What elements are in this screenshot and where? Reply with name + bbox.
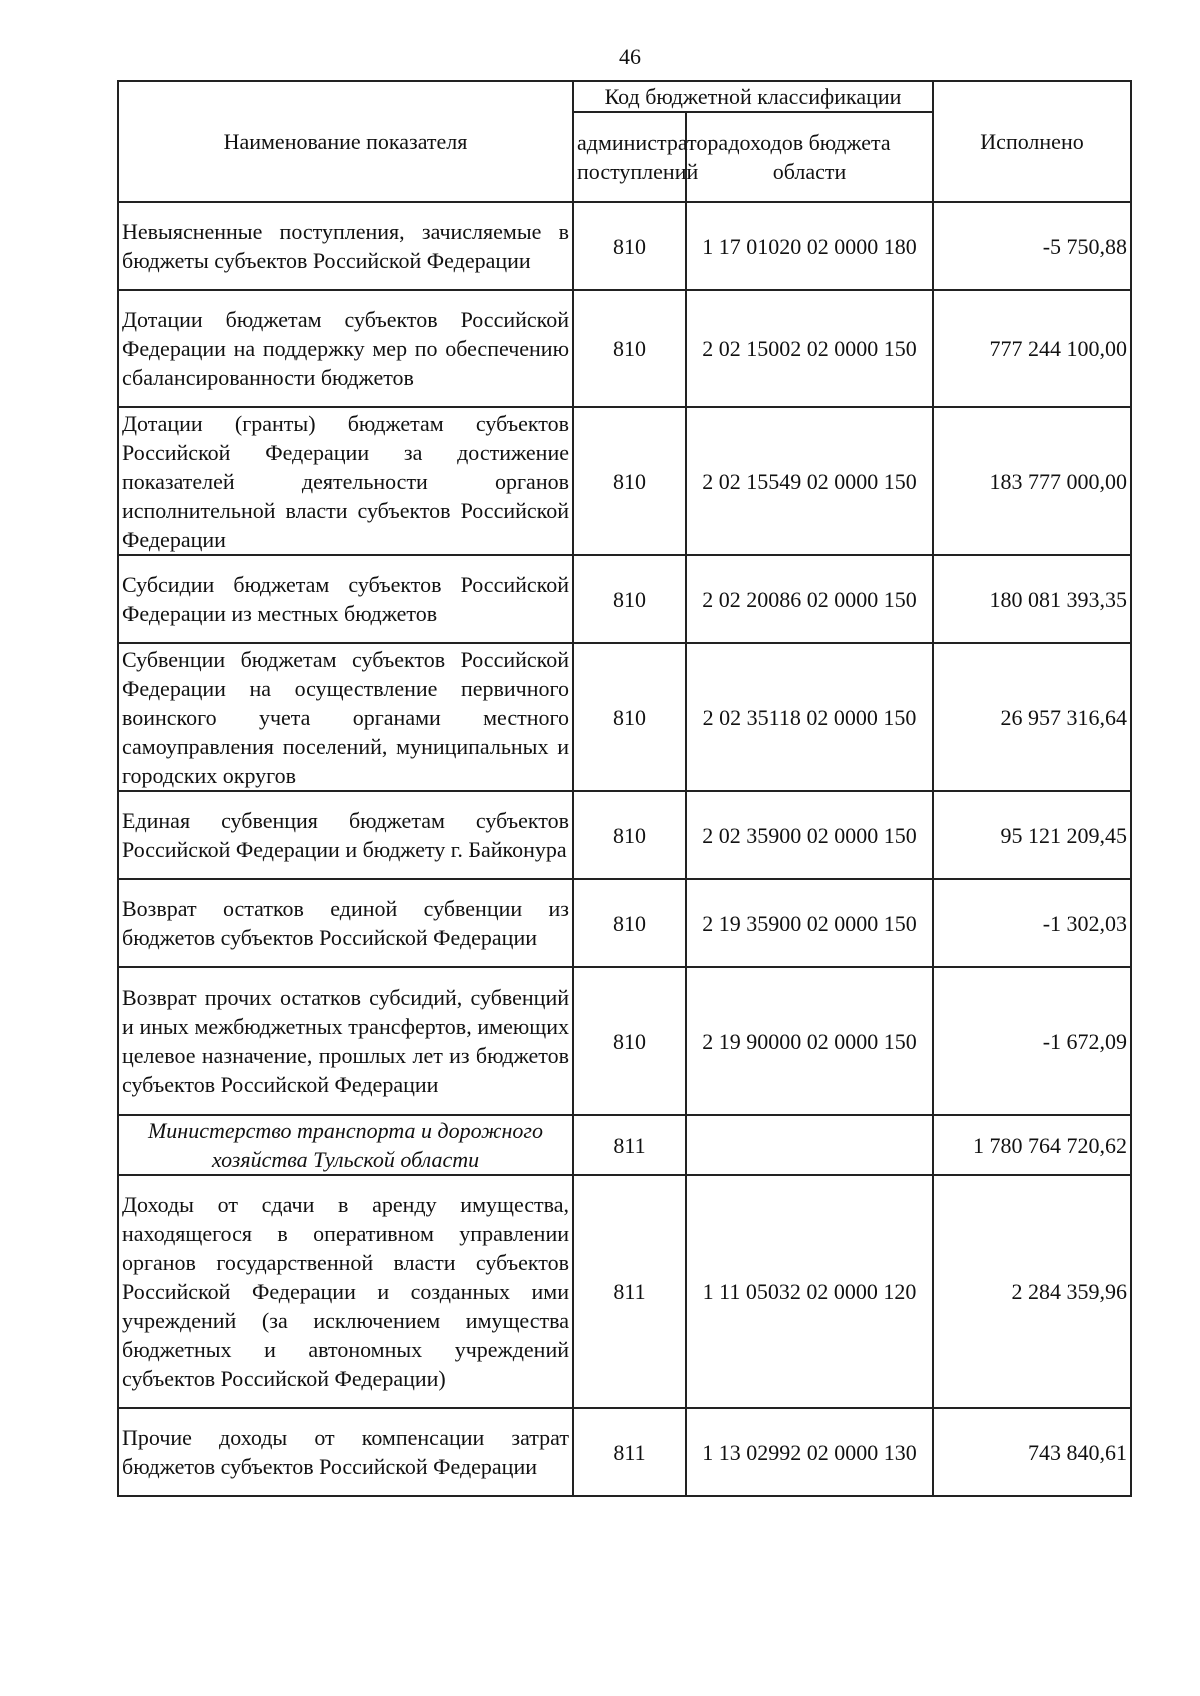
page-number: 46 <box>619 44 641 69</box>
row-name: Единая субвенция бюджетам субъектов Российской Федерации и бюджету г. Байконура <box>118 791 573 879</box>
row-income-code: 2 02 35118 02 0000 150 <box>686 643 933 791</box>
table-row <box>118 879 1131 967</box>
row-admin-code: 810 <box>573 791 686 879</box>
header-income: доходов бюджета области <box>686 112 933 202</box>
row-executed: -1 672,09 <box>933 967 1131 1115</box>
row-income-code: 2 02 20086 02 0000 150 <box>686 555 933 643</box>
table-row <box>118 555 1131 643</box>
header-executed: Исполнено <box>933 81 1131 202</box>
row-name: Дотации (гранты) бюджетам субъектов Российской Федерации за достижение показателей деятельности органов исполнительной власти субъектов Российской Федерации <box>118 407 573 555</box>
table-row <box>118 1408 1131 1496</box>
row-admin-code: 811 <box>573 1175 686 1408</box>
row-executed: 95 121 209,45 <box>933 791 1131 879</box>
table-row <box>118 967 1131 1115</box>
row-executed: 1 780 764 720,62 <box>933 1115 1131 1175</box>
row-income-code: 2 02 15002 02 0000 150 <box>686 290 933 407</box>
row-admin-code: 810 <box>573 407 686 555</box>
row-name: Министерство транспорта и дорожного хозяйства Тульской области <box>118 1115 573 1175</box>
table-row <box>118 290 1131 407</box>
row-name: Дотации бюджетам субъектов Российской Федерации на поддержку мер по обеспечению сбалансированности бюджетов <box>118 290 573 407</box>
row-admin-code: 810 <box>573 290 686 407</box>
row-admin-code: 810 <box>573 643 686 791</box>
row-admin-code: 810 <box>573 879 686 967</box>
row-admin-code: 811 <box>573 1408 686 1496</box>
row-name: Доходы от сдачи в аренду имущества, находящегося в оперативном управлении органов государственной власти субъектов Российской Федерации и созданных ими учреждений (за исключением имущества бюджетных и автономных учреждений субъектов Российской Федерации) <box>118 1175 573 1408</box>
row-income-code <box>686 1115 933 1175</box>
row-executed: 2 284 359,96 <box>933 1175 1131 1408</box>
row-income-code: 2 19 35900 02 0000 150 <box>686 879 933 967</box>
row-name: Субсидии бюджетам субъектов Российской Федерации из местных бюджетов <box>118 555 573 643</box>
row-income-code: 1 11 05032 02 0000 120 <box>686 1175 933 1408</box>
row-admin-code: 810 <box>573 202 686 290</box>
table-row <box>118 407 1131 555</box>
row-name: Возврат прочих остатков субсидий, субвенций и иных межбюджетных трансфертов, имеющих целевое назначение, прошлых лет из бюджетов субъектов Российской Федерации <box>118 967 573 1115</box>
row-income-code: 2 02 15549 02 0000 150 <box>686 407 933 555</box>
table-row <box>118 1175 1131 1408</box>
row-executed: -1 302,03 <box>933 879 1131 967</box>
row-income-code: 2 19 90000 02 0000 150 <box>686 967 933 1115</box>
header-admin: администратора поступлений <box>573 112 686 202</box>
row-executed: 26 957 316,64 <box>933 643 1131 791</box>
row-income-code: 1 13 02992 02 0000 130 <box>686 1408 933 1496</box>
row-executed: 183 777 000,00 <box>933 407 1131 555</box>
table-row <box>118 202 1131 290</box>
table-row-section <box>118 1115 1131 1175</box>
table-row <box>118 643 1131 791</box>
row-admin-code: 811 <box>573 1115 686 1175</box>
row-admin-code: 810 <box>573 555 686 643</box>
row-income-code: 1 17 01020 02 0000 180 <box>686 202 933 290</box>
row-executed: 180 081 393,35 <box>933 555 1131 643</box>
row-income-code: 2 02 35900 02 0000 150 <box>686 791 933 879</box>
row-name: Возврат остатков единой субвенции из бюджетов субъектов Российской Федерации <box>118 879 573 967</box>
row-executed: 777 244 100,00 <box>933 290 1131 407</box>
header-name: Наименование показателя <box>118 81 573 202</box>
row-name: Невыясненные поступления, зачисляемые в бюджеты субъектов Российской Федерации <box>118 202 573 290</box>
row-name: Прочие доходы от компенсации затрат бюджетов субъектов Российской Федерации <box>118 1408 573 1496</box>
table-row <box>118 791 1131 879</box>
header-row-top <box>118 81 1131 112</box>
header-code-group: Код бюджетной классификации <box>573 81 933 112</box>
row-admin-code: 810 <box>573 967 686 1115</box>
row-executed: 743 840,61 <box>933 1408 1131 1496</box>
row-name: Субвенции бюджетам субъектов Российской Федерации на осуществление первичного воинского учета органами местного самоуправления поселений, муниципальных и городских округов <box>118 643 573 791</box>
row-executed: -5 750,88 <box>933 202 1131 290</box>
budget-table <box>117 80 1132 1497</box>
